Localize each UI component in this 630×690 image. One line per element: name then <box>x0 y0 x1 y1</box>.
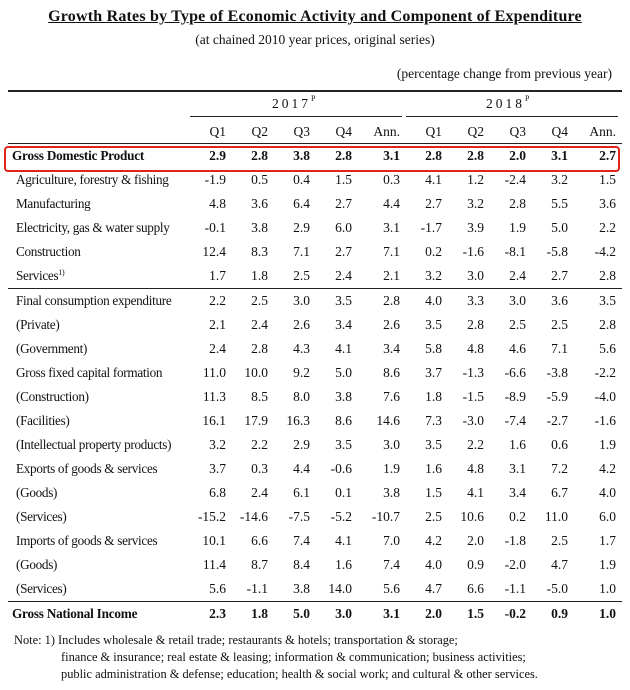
footnote-marker: 1) <box>58 268 65 277</box>
table-cell: 1.7 <box>599 533 616 548</box>
table-cell: 3.0 <box>383 437 400 452</box>
table-cell: 7.3 <box>425 413 442 428</box>
table-cell: 7.6 <box>383 389 400 404</box>
table-cell: 11.0 <box>544 509 568 524</box>
table-row <box>8 313 622 337</box>
table-cell: 10.0 <box>244 365 268 380</box>
table-cell: 4.7 <box>425 581 442 596</box>
table-cell: 1.9 <box>599 437 616 452</box>
table-cell: 7.0 <box>383 533 400 548</box>
table-cell: 7.4 <box>383 557 400 572</box>
table-cell: 2.9 <box>293 437 310 452</box>
table-cell: 1.8 <box>425 389 442 404</box>
table-cell: 0.3 <box>383 172 400 187</box>
table-cell: 0.9 <box>532 602 574 627</box>
table-cell: 2.8 <box>599 317 616 332</box>
table-cell: 2.5 <box>551 317 568 332</box>
table-cell: 2.6 <box>293 317 310 332</box>
row-label <box>8 192 190 216</box>
table-cell: 2.4 <box>509 268 526 283</box>
table-cell: 3.0 <box>467 268 484 283</box>
row-label-text: Final consumption expenditure <box>16 293 172 308</box>
table-body <box>8 144 622 627</box>
table-cell: -0.1 <box>204 220 226 235</box>
table-cell: 2.0 <box>406 602 448 627</box>
table-cell: 4.1 <box>335 341 352 356</box>
table-cell: 3.0 <box>490 289 532 314</box>
table-cell: 3.0 <box>274 289 316 314</box>
row-label <box>8 602 190 627</box>
row-label-text: Services <box>16 268 59 283</box>
table-cell: 3.2 <box>467 196 484 211</box>
table-cell: 3.8 <box>383 485 400 500</box>
table-cell: -2.0 <box>504 557 526 572</box>
year-2018-label: 2018 <box>486 96 525 111</box>
table-cell: -5.0 <box>546 581 568 596</box>
table-cell: 4.0 <box>406 289 448 314</box>
table-cell: 0.6 <box>551 437 568 452</box>
year-2018-header <box>486 96 529 112</box>
table-cell: 5.6 <box>209 581 226 596</box>
table-cell: -1.3 <box>462 365 484 380</box>
table-row <box>8 481 622 505</box>
table-cell: 7.2 <box>551 461 568 476</box>
table-cell: 0.4 <box>293 172 310 187</box>
table-cell: 2.5 <box>509 317 526 332</box>
table-cell: 2.7 <box>335 196 352 211</box>
table-row <box>8 529 622 553</box>
table-cell: -5.9 <box>546 389 568 404</box>
table-cell: 3.0 <box>316 602 358 627</box>
table-cell: 3.3 <box>448 289 490 314</box>
table-cell: -6.6 <box>504 365 526 380</box>
year-2017-mark: P <box>311 94 316 103</box>
table-cell: 1.5 <box>425 485 442 500</box>
table-row <box>8 602 622 627</box>
column-header: Q2 <box>251 124 268 139</box>
table-cell: 5.8 <box>425 341 442 356</box>
table-cell: -2.2 <box>594 365 616 380</box>
row-label <box>8 457 190 481</box>
table-cell: 4.3 <box>293 341 310 356</box>
row-label <box>8 385 190 409</box>
column-header: Q3 <box>293 124 310 139</box>
table-cell: 4.4 <box>383 196 400 211</box>
table-cell: 3.6 <box>532 289 574 314</box>
table-cell: 3.8 <box>251 220 268 235</box>
column-header: Ann. <box>373 124 400 139</box>
table-cell: 3.5 <box>316 289 358 314</box>
table-cell: 4.0 <box>599 485 616 500</box>
table-cell: 2.2 <box>190 289 232 314</box>
table-cell: 0.1 <box>335 485 352 500</box>
table-row <box>8 577 622 602</box>
table-cell: 1.6 <box>509 437 526 452</box>
table-cell: -5.2 <box>330 509 352 524</box>
table-cell: -2.4 <box>504 172 526 187</box>
table-cell: 2.2 <box>467 437 484 452</box>
row-label-text: Imports of goods & services <box>16 533 158 548</box>
row-label-text: Gross fixed capital formation <box>16 365 163 380</box>
table-cell: 8.6 <box>383 365 400 380</box>
table-cell: 3.1 <box>358 144 406 169</box>
row-label-text: Construction <box>16 244 81 259</box>
table-cell: -3.8 <box>546 365 568 380</box>
table-cell: 3.5 <box>425 317 442 332</box>
table-cell: 6.6 <box>467 581 484 596</box>
table-cell: -7.5 <box>288 509 310 524</box>
table-cell: -1.8 <box>504 533 526 548</box>
table-cell: 0.2 <box>425 244 442 259</box>
table-cell: 2.8 <box>316 144 358 169</box>
column-header: Q1 <box>425 124 442 139</box>
row-label-text: (Private) <box>16 317 60 332</box>
table-cell: -1.6 <box>462 244 484 259</box>
year-2017-label: 2017 <box>272 96 311 111</box>
table-row <box>8 216 622 240</box>
table-cell: 3.6 <box>599 196 616 211</box>
table-cell: -15.2 <box>197 509 226 524</box>
table-cell: 5.6 <box>383 581 400 596</box>
table-cell: 2.4 <box>251 485 268 500</box>
table-cell: 4.7 <box>551 557 568 572</box>
table-cell: 6.0 <box>599 509 616 524</box>
table-cell: 3.8 <box>293 581 310 596</box>
table-row <box>8 457 622 481</box>
row-label <box>8 577 190 602</box>
table-cell: 4.2 <box>599 461 616 476</box>
row-label-text: Gross Domestic Product <box>12 148 145 163</box>
table-cell: 8.5 <box>251 389 268 404</box>
table-cell: 1.9 <box>509 220 526 235</box>
row-label-text: Gross National Income <box>12 606 138 621</box>
table-row <box>8 240 622 264</box>
table-cell: -4.0 <box>594 389 616 404</box>
row-label-text: Manufacturing <box>16 196 91 211</box>
table-cell: 2.8 <box>358 289 406 314</box>
table-cell: 5.0 <box>551 220 568 235</box>
row-label-text: (Facilities) <box>16 413 70 428</box>
table-cell: 9.2 <box>293 365 310 380</box>
table-cell: 4.1 <box>335 533 352 548</box>
table-cell: -0.2 <box>490 602 532 627</box>
table-cell: 2.5 <box>293 268 310 283</box>
table-cell: -1.6 <box>594 413 616 428</box>
table-cell: 3.2 <box>551 172 568 187</box>
row-label-text: (Services) <box>16 581 67 596</box>
row-label <box>8 240 190 264</box>
table-cell: 2.8 <box>406 144 448 169</box>
row-label <box>8 264 190 289</box>
table-cell: 2.0 <box>467 533 484 548</box>
table-cell: -1.1 <box>504 581 526 596</box>
table-cell: 0.5 <box>251 172 268 187</box>
table-cell: 12.4 <box>202 244 226 259</box>
row-label <box>8 409 190 433</box>
table-cell: 3.2 <box>209 437 226 452</box>
table-cell: 3.5 <box>425 437 442 452</box>
table-cell: 5.5 <box>551 196 568 211</box>
table-cell: 2.5 <box>551 533 568 548</box>
table-cell: 2.3 <box>190 602 232 627</box>
table-cell: 1.0 <box>599 581 616 596</box>
table-cell: 4.2 <box>425 533 442 548</box>
table-cell: 8.4 <box>293 557 310 572</box>
year-2017-rule <box>190 116 402 117</box>
table-cell: 0.2 <box>509 509 526 524</box>
table-cell: 0.3 <box>251 461 268 476</box>
table-cell: 4.4 <box>293 461 310 476</box>
table-cell: 2.9 <box>293 220 310 235</box>
table-row <box>8 433 622 457</box>
column-header: Q3 <box>509 124 526 139</box>
table-cell: -14.6 <box>239 509 268 524</box>
table-cell: 6.4 <box>293 196 310 211</box>
table-cell: 2.8 <box>251 341 268 356</box>
table-row <box>8 385 622 409</box>
table-cell: -4.2 <box>594 244 616 259</box>
table-cell: 2.8 <box>509 196 526 211</box>
table-row <box>8 337 622 361</box>
table-cell: 8.6 <box>335 413 352 428</box>
gdp-highlight-box <box>4 146 620 172</box>
table-cell: 10.6 <box>460 509 484 524</box>
table-cell: 3.7 <box>425 365 442 380</box>
row-label <box>8 361 190 385</box>
table-cell: 17.9 <box>244 413 268 428</box>
table-cell: 2.8 <box>232 144 274 169</box>
row-label-text: (Construction) <box>16 389 89 404</box>
table-cell: 8.3 <box>251 244 268 259</box>
table-cell: 14.6 <box>376 413 400 428</box>
year-2018-mark: P <box>525 94 530 103</box>
table-cell: 4.1 <box>467 485 484 500</box>
table-cell: -3.0 <box>462 413 484 428</box>
footnote-line: finance & insurance; real estate & leasing; information & communication; business activities; <box>61 650 526 664</box>
table-cell: 2.4 <box>209 341 226 356</box>
table-cell: 3.7 <box>209 461 226 476</box>
table-row <box>8 264 622 289</box>
table-cell: 6.6 <box>251 533 268 548</box>
table-cell: 14.0 <box>328 581 352 596</box>
table-cell: 4.1 <box>425 172 442 187</box>
table-cell: 6.8 <box>209 485 226 500</box>
year-2018-rule <box>406 116 618 117</box>
table-cell: -8.1 <box>504 244 526 259</box>
table-cell: 3.1 <box>383 220 400 235</box>
row-label-text: Exports of goods & services <box>16 461 158 476</box>
table-cell: 7.1 <box>551 341 568 356</box>
row-label <box>8 529 190 553</box>
row-label-text: (Services) <box>16 509 67 524</box>
table-cell: -1.9 <box>204 172 226 187</box>
table-cell: 11.3 <box>202 389 226 404</box>
table-cell: 4.6 <box>509 341 526 356</box>
table-row <box>8 553 622 577</box>
table-cell: 1.5 <box>448 602 490 627</box>
footnote-line: public administration & defense; education; health & social work; and cultural & other services. <box>61 667 538 681</box>
row-label <box>8 505 190 529</box>
table-cell: 3.2 <box>425 268 442 283</box>
table-cell: -0.6 <box>330 461 352 476</box>
table-cell: 1.9 <box>383 461 400 476</box>
table-cell: 10.1 <box>202 533 226 548</box>
row-label-text: Electricity, gas & water supply <box>16 220 170 235</box>
table-cell: 6.0 <box>335 220 352 235</box>
table-cell: 2.7 <box>574 144 622 169</box>
table-cell: 6.7 <box>551 485 568 500</box>
table-cell: 3.1 <box>532 144 574 169</box>
row-label-text: (Goods) <box>16 557 58 572</box>
table-cell: 16.3 <box>286 413 310 428</box>
table-cell: -10.7 <box>371 509 400 524</box>
table-cell: 8.0 <box>293 389 310 404</box>
table-cell: 3.5 <box>574 289 622 314</box>
row-label <box>8 433 190 457</box>
column-header: Q4 <box>551 124 568 139</box>
table-cell: 4.0 <box>425 557 442 572</box>
table-cell: 1.5 <box>599 172 616 187</box>
table-cell: 4.8 <box>467 461 484 476</box>
unit-note: (percentage change from previous year) <box>396 66 612 81</box>
table-cell: 4.8 <box>209 196 226 211</box>
table-cell: 2.7 <box>335 244 352 259</box>
column-header: Ann. <box>589 124 616 139</box>
table-row <box>8 409 622 433</box>
table-cell: -1.1 <box>246 581 268 596</box>
row-label <box>8 216 190 240</box>
row-label-text: (Goods) <box>16 485 58 500</box>
table-cell: 3.4 <box>383 341 400 356</box>
table-row <box>8 192 622 216</box>
table-cell: 2.5 <box>425 509 442 524</box>
column-header: Q2 <box>467 124 484 139</box>
table-cell: 3.9 <box>467 220 484 235</box>
table-cell: 2.2 <box>251 437 268 452</box>
table-cell: -7.4 <box>504 413 526 428</box>
table-cell: 1.7 <box>209 268 226 283</box>
column-header: Q1 <box>209 124 226 139</box>
table-cell: 1.2 <box>467 172 484 187</box>
table-cell: -8.9 <box>504 389 526 404</box>
table-cell: 2.9 <box>190 144 232 169</box>
table-cell: 11.0 <box>202 365 226 380</box>
table-cell: 2.8 <box>599 268 616 283</box>
table-cell: 0.9 <box>467 557 484 572</box>
table-cell: 3.8 <box>335 389 352 404</box>
row-label <box>8 337 190 361</box>
table-cell: 2.2 <box>599 220 616 235</box>
table-cell: 16.1 <box>202 413 226 428</box>
table-cell: 2.7 <box>425 196 442 211</box>
row-label-text: (Government) <box>16 341 88 356</box>
table-cell: 3.1 <box>358 602 406 627</box>
table-cell: 2.5 <box>232 289 274 314</box>
table-cell: 1.8 <box>232 602 274 627</box>
row-label <box>8 553 190 577</box>
table-cell: 1.0 <box>574 602 622 627</box>
table-cell: 4.8 <box>467 341 484 356</box>
subtitle: (at chained 2010 year prices, original series) <box>195 32 435 47</box>
table-cell: 3.8 <box>274 144 316 169</box>
table-cell: 1.6 <box>425 461 442 476</box>
table-cell: 2.8 <box>467 317 484 332</box>
table-row <box>8 361 622 385</box>
table-cell: 2.7 <box>551 268 568 283</box>
growth-rates-table <box>8 121 622 626</box>
table-cell: 2.6 <box>383 317 400 332</box>
table-cell: 6.1 <box>293 485 310 500</box>
table-cell: 3.1 <box>509 461 526 476</box>
column-header: Q4 <box>335 124 352 139</box>
table-cell: 5.0 <box>335 365 352 380</box>
row-label-text: Agriculture, forestry & fishing <box>16 172 169 187</box>
table-cell: 3.5 <box>335 437 352 452</box>
table-cell: 3.4 <box>509 485 526 500</box>
table-cell: 1.9 <box>599 557 616 572</box>
year-2017-header <box>272 96 315 112</box>
table-cell: -5.8 <box>546 244 568 259</box>
table-cell: 3.4 <box>335 317 352 332</box>
row-label <box>8 289 190 314</box>
table-cell: 2.1 <box>383 268 400 283</box>
table-row <box>8 505 622 529</box>
row-label <box>8 313 190 337</box>
table-cell: -2.7 <box>546 413 568 428</box>
table-cell: 2.0 <box>490 144 532 169</box>
table-cell: 2.1 <box>209 317 226 332</box>
row-label-text: (Intellectual property products) <box>16 437 172 452</box>
table-cell: -1.7 <box>420 220 442 235</box>
table-cell: 1.8 <box>251 268 268 283</box>
row-label <box>8 481 190 505</box>
table-cell: 7.1 <box>293 244 310 259</box>
page-title: Growth Rates by Type of Economic Activity and Component of Expenditure <box>48 8 582 25</box>
table-cell: 2.8 <box>448 144 490 169</box>
table-cell: 7.1 <box>383 244 400 259</box>
table-cell: 5.6 <box>599 341 616 356</box>
table-row <box>8 289 622 314</box>
column-header-row <box>8 121 622 144</box>
row-label-header <box>8 121 190 144</box>
table-cell: 7.4 <box>293 533 310 548</box>
table-cell: 8.7 <box>251 557 268 572</box>
top-rule <box>8 90 622 92</box>
table-cell: 2.4 <box>251 317 268 332</box>
table-cell: 1.5 <box>335 172 352 187</box>
table-cell: -1.5 <box>462 389 484 404</box>
footnote <box>14 632 538 683</box>
table-cell: 1.6 <box>335 557 352 572</box>
table-cell: 2.4 <box>335 268 352 283</box>
table-cell: 5.0 <box>274 602 316 627</box>
table-cell: 3.6 <box>251 196 268 211</box>
table-cell: 11.4 <box>202 557 226 572</box>
footnote-line: Note: 1) Includes wholesale & retail trade; restaurants & hotels; transportation & storage; <box>14 633 458 647</box>
